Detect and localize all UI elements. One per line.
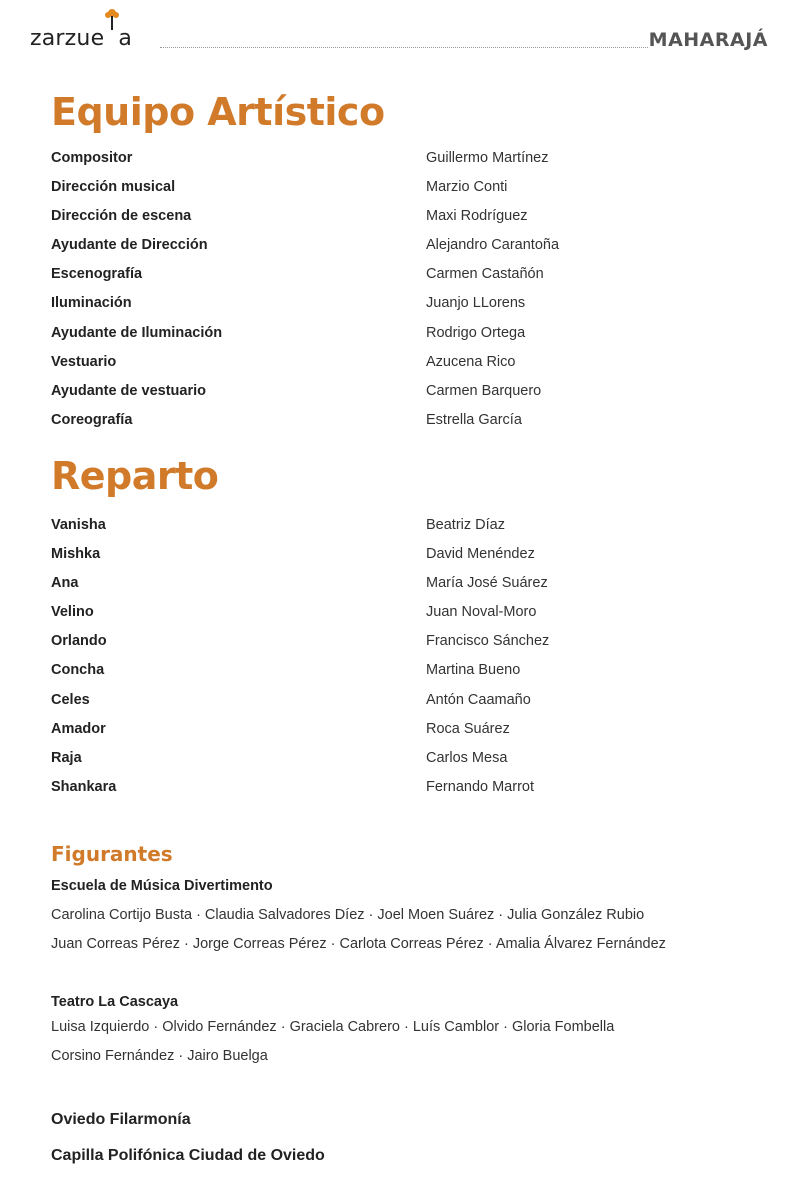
person-name: Rodrigo Ortega xyxy=(426,324,526,341)
cast-row xyxy=(51,604,751,633)
header-divider xyxy=(160,47,648,48)
flower-icon xyxy=(104,25,118,45)
character: Raja xyxy=(51,749,82,766)
character: Ana xyxy=(51,575,79,592)
character: Shankara xyxy=(51,778,117,795)
character: Amador xyxy=(51,720,106,737)
performer: Francisco Sánchez xyxy=(426,633,550,650)
role: Dirección de escena xyxy=(51,208,192,225)
character: Orlando xyxy=(51,633,107,650)
cast-row xyxy=(51,575,751,604)
role: Ayudante de Dirección xyxy=(51,237,208,254)
character: Mishka xyxy=(51,546,101,563)
role: Dirección musical xyxy=(51,179,176,196)
person-name: Carmen Castañón xyxy=(426,266,544,283)
performer: Carlos Mesa xyxy=(426,749,508,766)
credit-row xyxy=(51,383,751,412)
performer: Beatriz Díaz xyxy=(426,517,505,533)
person-name: Estrella García xyxy=(426,411,522,428)
cast-row xyxy=(51,546,751,575)
credit-row xyxy=(51,412,751,441)
cast-row xyxy=(51,721,751,750)
extras-line: Juan Correas Pérez · Jorge Correas Pérez · Carlota Correas Pérez · Amalia Álvarez Fernández xyxy=(51,936,666,952)
person-name: Azucena Rico xyxy=(426,353,516,370)
extras-line: Corsino Fernández · Jairo Buelga xyxy=(51,1048,268,1064)
performer: Fernando Marrot xyxy=(426,778,534,795)
extras-group-title: Escuela de Música Divertimento xyxy=(51,878,273,894)
performer: María José Suárez xyxy=(426,575,548,592)
credit-row xyxy=(51,295,751,324)
role: Iluminación xyxy=(51,295,132,312)
person-name: Maxi Rodríguez xyxy=(426,208,528,225)
credit-row xyxy=(51,325,751,354)
choir-name: Capilla Polifónica Ciudad de Oviedo xyxy=(51,1147,325,1164)
role: Compositor xyxy=(51,150,133,166)
extras-title: Figurantes xyxy=(51,842,173,866)
person-name: Carmen Barquero xyxy=(426,382,542,399)
cast-row xyxy=(51,517,751,546)
performer: Antón Caamaño xyxy=(426,691,531,708)
performer: Martina Bueno xyxy=(426,662,521,679)
performer: Juan Noval-Moro xyxy=(426,604,537,621)
cast-row xyxy=(51,662,751,691)
show-title: MAHARAJÁ xyxy=(648,29,768,51)
page-header xyxy=(0,0,798,60)
cast-row xyxy=(51,633,751,662)
credit-row xyxy=(51,354,751,383)
character: Celes xyxy=(51,691,90,708)
role: Vestuario xyxy=(51,353,117,370)
character: Concha xyxy=(51,662,105,679)
credit-row xyxy=(51,208,751,237)
person-name: Guillermo Martínez xyxy=(426,150,549,166)
character: Vanisha xyxy=(51,517,106,533)
artistic-team-title: Equipo Artístico xyxy=(51,90,385,134)
credit-row xyxy=(51,150,751,179)
extras-group-title: Teatro La Cascaya xyxy=(51,994,179,1010)
cast-list xyxy=(51,517,751,808)
artistic-team-list xyxy=(51,150,751,441)
cast-title: Reparto xyxy=(51,454,219,498)
credit-row xyxy=(51,266,751,295)
extras-line: Luisa Izquierdo · Olvido Fernández · Graciela Cabrero · Luís Camblor · Gloria Fombella xyxy=(51,1019,615,1035)
character: Velino xyxy=(51,604,94,621)
orchestra-name: Oviedo Filarmonía xyxy=(51,1111,191,1128)
role: Ayudante de Iluminación xyxy=(51,324,223,341)
credit-row xyxy=(51,237,751,266)
extras-line: Carolina Cortijo Busta · Claudia Salvadores Díez · Joel Moen Suárez · Julia González Rubio xyxy=(51,907,645,923)
performer: Roca Suárez xyxy=(426,720,510,737)
role: Ayudante de vestuario xyxy=(51,382,206,399)
cast-row xyxy=(51,779,751,808)
person-name: Juanjo LLorens xyxy=(426,295,526,312)
zarzuela-logo xyxy=(30,25,132,51)
cast-row xyxy=(51,692,751,721)
role: Escenografía xyxy=(51,266,143,283)
credit-row xyxy=(51,179,751,208)
performer: David Menéndez xyxy=(426,546,535,563)
cast-row xyxy=(51,750,751,779)
role: Coreografía xyxy=(51,411,133,428)
logo-text: zarzue a xyxy=(30,26,132,51)
person-name: Marzio Conti xyxy=(426,179,508,196)
person-name: Alejandro Carantoña xyxy=(426,237,560,254)
